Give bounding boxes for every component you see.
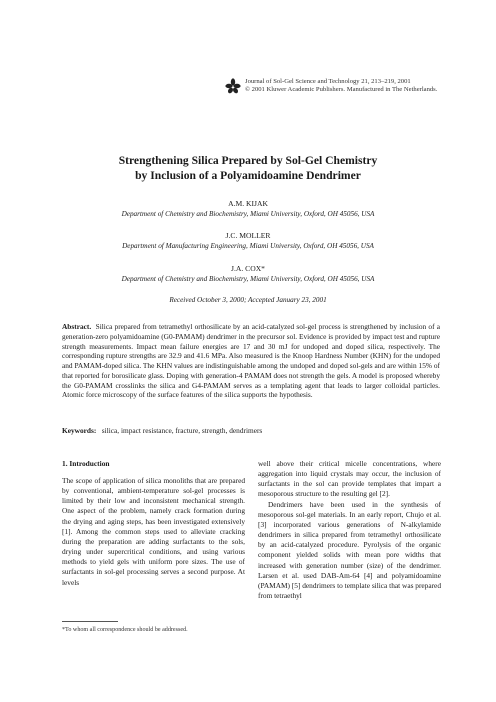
journal-citation [245, 78, 445, 95]
paragraph: Dendrimers have been used in the synthesis of mesoporous sol-gel materials. In an early report, Chujo et al. [3] incorporated various generations of N-alkylamide dendrimers in silica prepared from tetramethyl orthosilicate by an acid-catalyzed procedure. Pyrolysis of the organic component yielded solids with mean pore widths that increased with generation number (size) of the dendrimer. Larsen et al. used DAB-Am-64 [4] and polyamidoamine (PAMAM) [5] dendrimers to template silica that was prepared from tetraethyl [258, 499, 441, 601]
author-name: A.M. KIJAK [228, 199, 268, 208]
keywords-text: silica, impact resistance, fracture, strength, dendrimers [101, 426, 263, 435]
author-affiliation: Department of Manufacturing Engineering, Miami University, Oxford, OH 45056, USA [122, 242, 374, 250]
paragraph: well above their critical micelle concentrations, where aggregation into liquid crystals may occur, the inclusion of surfactants in the sol can provide templates that impart a mesoporous structure to the resulting gel [2]. [258, 459, 441, 499]
abstract-label: Abstract. [62, 322, 92, 331]
author-name: J.A. COX* [231, 264, 265, 273]
publisher-logo-icon [225, 78, 241, 94]
footnote: *To whom all correspondence should be addressed. [62, 627, 188, 633]
column-right [258, 459, 441, 601]
footnote-divider [62, 621, 118, 622]
keywords-label: Keywords: [62, 426, 97, 435]
abstract-text: Silica prepared from tetramethyl orthosilicate by an acid-catalyzed sol-gel process is strengthened by inclusion of a generation-zero polyamidoamine (G0-PAMAM) dendrimer in the precursor sol. Evidence is provided by impact test and rupture strength measurements. Impact mean failure energies are 17 and 30 mJ for undoped and doped silica, respectively. The corresponding rupture strengths are 32.9 and 41.6 MPa. Also measured is the Knoop Hardness Number (KHN) for the undoped and PAMAM-doped silica. The KHN values are indistinguishable among the undoped and doped sol-gels and are within 15% of that reported for borosilicate glass. Doping with generation-4 PAMAM does not strength the gels. A model is proposed whereby the G0-PAMAM crosslinks the silica and G4-PAMAM serves as a templating agent that leads to larger colloidal particles. Atomic force microscopy of the surface features of the silica supports the hypothesis. [62, 322, 441, 400]
author-name: J.C. MOLLER [225, 231, 271, 240]
author-affiliation: Department of Chemistry and Biochemistry, Miami University, Oxford, OH 45056, USA [121, 275, 375, 283]
abstract [62, 322, 440, 400]
author-affiliation: Department of Chemistry and Biochemistry, Miami University, Oxford, OH 45056, USA [121, 210, 375, 218]
journal-line-1: Journal of Sol-Gel Science and Technology 21, 213–219, 2001 [245, 78, 411, 85]
column-left [62, 476, 245, 588]
paragraph: The scope of application of silica monoliths that are prepared by conventional, ambient-temperature sol-gel processes is limited by their low and inconsistent mechanical strength. One aspect of the problem, namely crack formation during the drying and aging steps, has been investigated extensively [1]. Among the common steps used to alleviate cracking during the preparation are adding surfactants to the sols, drying under supercritical conditions, and using various methods to yield gels with uniform pore sizes. The use of surfactants in sol-gel processing serves a second purpose. At levels [62, 476, 245, 587]
paper-title [0, 154, 496, 183]
title-line-2: by Inclusion of a Polyamidoamine Dendrimer [135, 168, 361, 182]
title-line-1: Strengthening Silica Prepared by Sol-Gel Chemistry [118, 154, 378, 167]
copyright-line: © 2001 Kluwer Academic Publishers. Manufactured in The Netherlands. [245, 86, 438, 94]
keywords [62, 426, 440, 435]
section-heading: 1. Introduction [62, 459, 110, 468]
received-date: Received October 3, 2000; Accepted January 23, 2001 [169, 296, 327, 304]
